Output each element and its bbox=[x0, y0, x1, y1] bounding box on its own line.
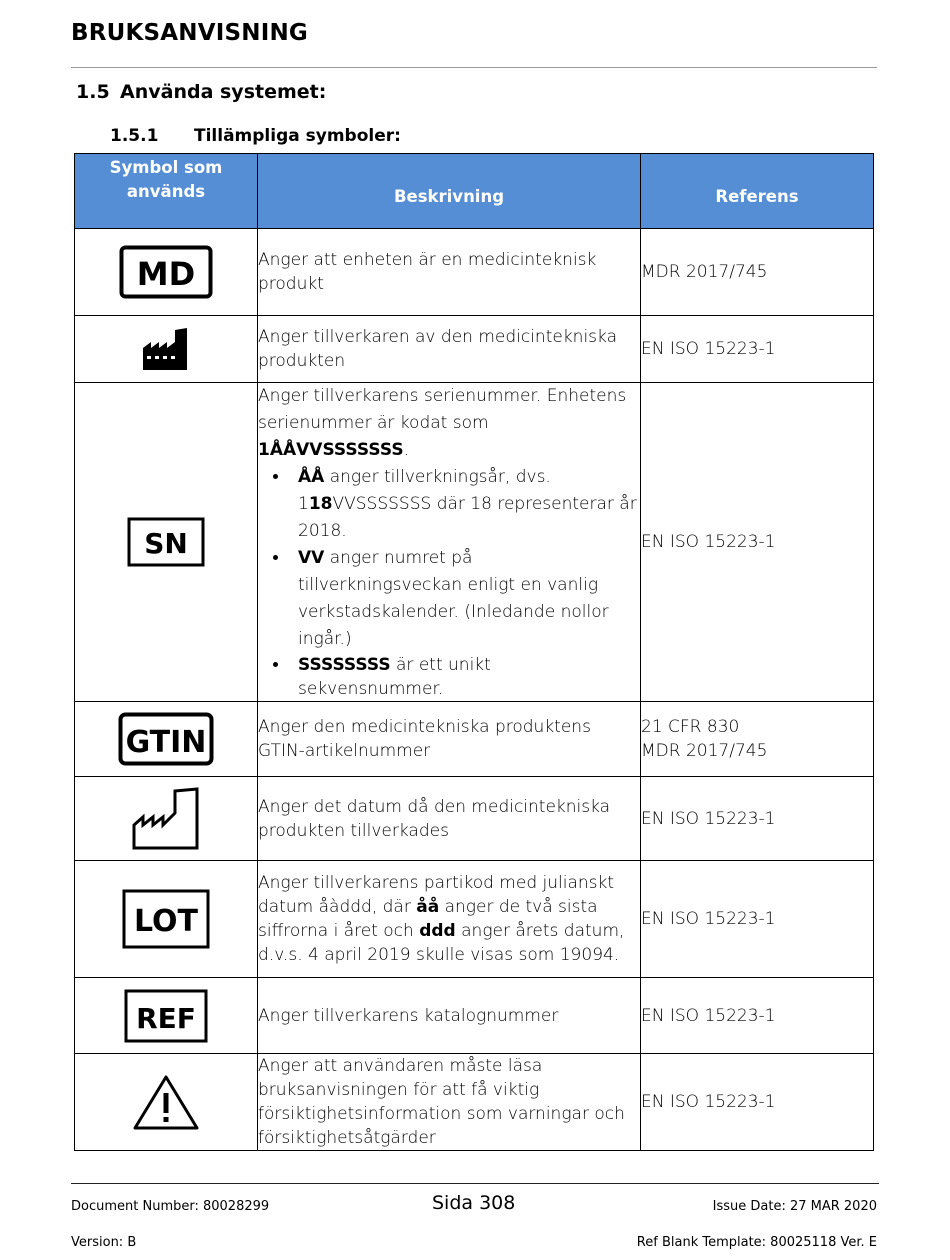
caution-warning-icon bbox=[132, 1073, 200, 1131]
table-row bbox=[75, 383, 874, 702]
subsection-heading bbox=[110, 126, 401, 146]
lot-batch-code-icon bbox=[122, 889, 210, 949]
lot-symbol-text: LOT bbox=[133, 904, 199, 939]
reference-cell: MDR 2017/745 bbox=[641, 229, 874, 316]
symbol-cell bbox=[75, 777, 258, 861]
description-cell bbox=[258, 383, 641, 702]
description-cell: Anger tillverkarens katalognummer bbox=[258, 978, 641, 1054]
reference-cell: EN ISO 15223-1 bbox=[641, 777, 874, 861]
reference-cell: EN ISO 15223-1 bbox=[641, 861, 874, 978]
reference-cell: EN ISO 15223-1 bbox=[641, 978, 874, 1054]
bullet-text-cont: VVSSSSSSS där 18 representerar år 2018. bbox=[298, 494, 637, 541]
table-row bbox=[75, 702, 874, 777]
serial-description-intro bbox=[258, 383, 640, 464]
reference-line: 21 CFR 830 bbox=[641, 717, 740, 737]
list-item bbox=[290, 464, 640, 545]
table-row bbox=[75, 777, 874, 861]
issue-date: Issue Date: 27 MAR 2020 bbox=[712, 1199, 877, 1214]
symbol-cell bbox=[75, 861, 258, 978]
serial-number-icon bbox=[127, 517, 205, 567]
reference-cell: EN ISO 15223-1 bbox=[641, 383, 874, 702]
gtin-icon bbox=[118, 712, 214, 766]
lot-desc-part: Anger tillverkarens partikod med julianskt datum åàddd, där bbox=[258, 873, 615, 917]
table-row bbox=[75, 316, 874, 383]
description-cell: Anger den medicintekniska produktens GTIN-artikelnummer bbox=[258, 702, 641, 777]
list-item bbox=[290, 653, 640, 701]
serial-intro-text: Anger tillverkarens serienummer. Enhetens serienummer är kodat som bbox=[258, 386, 627, 433]
bullet-text: är ett unikt sekvensnummer. bbox=[298, 655, 491, 699]
footer-divider bbox=[71, 1183, 879, 1184]
table-row bbox=[75, 1054, 874, 1151]
page-number: Sida 308 bbox=[432, 1192, 516, 1214]
catalogue-number-icon bbox=[124, 989, 208, 1043]
symbol-cell bbox=[75, 702, 258, 777]
table-row bbox=[75, 978, 874, 1054]
version: Version: B bbox=[71, 1235, 137, 1250]
symbol-cell bbox=[75, 383, 258, 702]
date-of-manufacture-icon bbox=[131, 787, 201, 851]
table-header-row bbox=[75, 154, 874, 229]
subsection-number: 1.5.1 bbox=[110, 126, 159, 146]
lot-desc-part: anger de två sista siffrorna i året och bbox=[258, 897, 598, 941]
bullet-bold: ÅÅ bbox=[298, 467, 325, 487]
reference-cell: EN ISO 15223-1 bbox=[641, 1054, 874, 1151]
column-header-symbol bbox=[75, 154, 258, 229]
header-divider bbox=[71, 67, 877, 68]
gtin-symbol-text: GTIN bbox=[125, 725, 207, 760]
serial-intro-end: . bbox=[403, 440, 409, 460]
column-header-reference: Referens bbox=[641, 154, 874, 229]
lot-desc-part: anger årets datum, d.v.s. 4 april 2019 skulle visas som 19094. bbox=[258, 921, 625, 965]
md-medical-device-icon bbox=[119, 245, 213, 299]
list-item bbox=[290, 545, 640, 653]
bullet-text: anger tillverkningsår, dvs. 1 bbox=[298, 467, 551, 514]
bullet-bold: SSSSSSSS bbox=[298, 655, 391, 675]
bullet-bold: VV bbox=[298, 548, 325, 568]
bullet-text: anger numret på tillverkningsveckan enligt en vanlig verkstadskalender. (Inledande nollor ingår.) bbox=[298, 548, 609, 649]
template-reference: Ref Blank Template: 80025118 Ver. E bbox=[636, 1235, 877, 1250]
section-number: 1.5 bbox=[76, 81, 110, 103]
section-title: Använda systemet: bbox=[120, 81, 327, 103]
serial-code-format: 1ÅÅVVSSSSSSS bbox=[258, 440, 404, 460]
column-header-description: Beskrivning bbox=[258, 154, 641, 229]
description-cell: Anger att enheten är en medicinteknisk produkt bbox=[258, 229, 641, 316]
subsection-title: Tillämpliga symboler: bbox=[194, 126, 401, 146]
md-symbol-text: MD bbox=[136, 255, 196, 293]
reference-cell: EN ISO 15223-1 bbox=[641, 316, 874, 383]
description-cell bbox=[258, 861, 641, 978]
document-number: Document Number: 80028299 bbox=[71, 1199, 270, 1214]
sn-symbol-text: SN bbox=[144, 527, 188, 560]
symbol-cell bbox=[75, 316, 258, 383]
description-cell: Anger att användaren måste läsa bruksanvisningen för att få viktig försiktighetsinformation som varningar och försiktighetsåtgärder bbox=[258, 1054, 641, 1151]
serial-bullet-list bbox=[258, 464, 640, 701]
symbols-table bbox=[74, 153, 874, 1151]
reference-line: MDR 2017/745 bbox=[641, 741, 768, 761]
reference-cell bbox=[641, 702, 874, 777]
bullet-bold-year: 18 bbox=[308, 494, 333, 514]
column-header-symbol-line2: används bbox=[126, 182, 206, 201]
lot-desc-bold: ddd bbox=[419, 921, 456, 941]
column-header-symbol-line1: Symbol som bbox=[109, 158, 223, 177]
section-heading bbox=[76, 81, 326, 103]
document-title: BRUKSANVISNING bbox=[71, 20, 309, 46]
symbol-cell bbox=[75, 978, 258, 1054]
symbol-cell bbox=[75, 229, 258, 316]
table-row bbox=[75, 229, 874, 316]
description-cell: Anger tillverkaren av den medicintekniska produkten bbox=[258, 316, 641, 383]
description-cell: Anger det datum då den medicintekniska produkten tillverkades bbox=[258, 777, 641, 861]
symbol-cell bbox=[75, 1054, 258, 1151]
manufacturer-factory-icon bbox=[141, 326, 191, 372]
table-row bbox=[75, 861, 874, 978]
ref-symbol-text: REF bbox=[136, 1001, 196, 1035]
lot-desc-bold: åå bbox=[416, 897, 440, 917]
